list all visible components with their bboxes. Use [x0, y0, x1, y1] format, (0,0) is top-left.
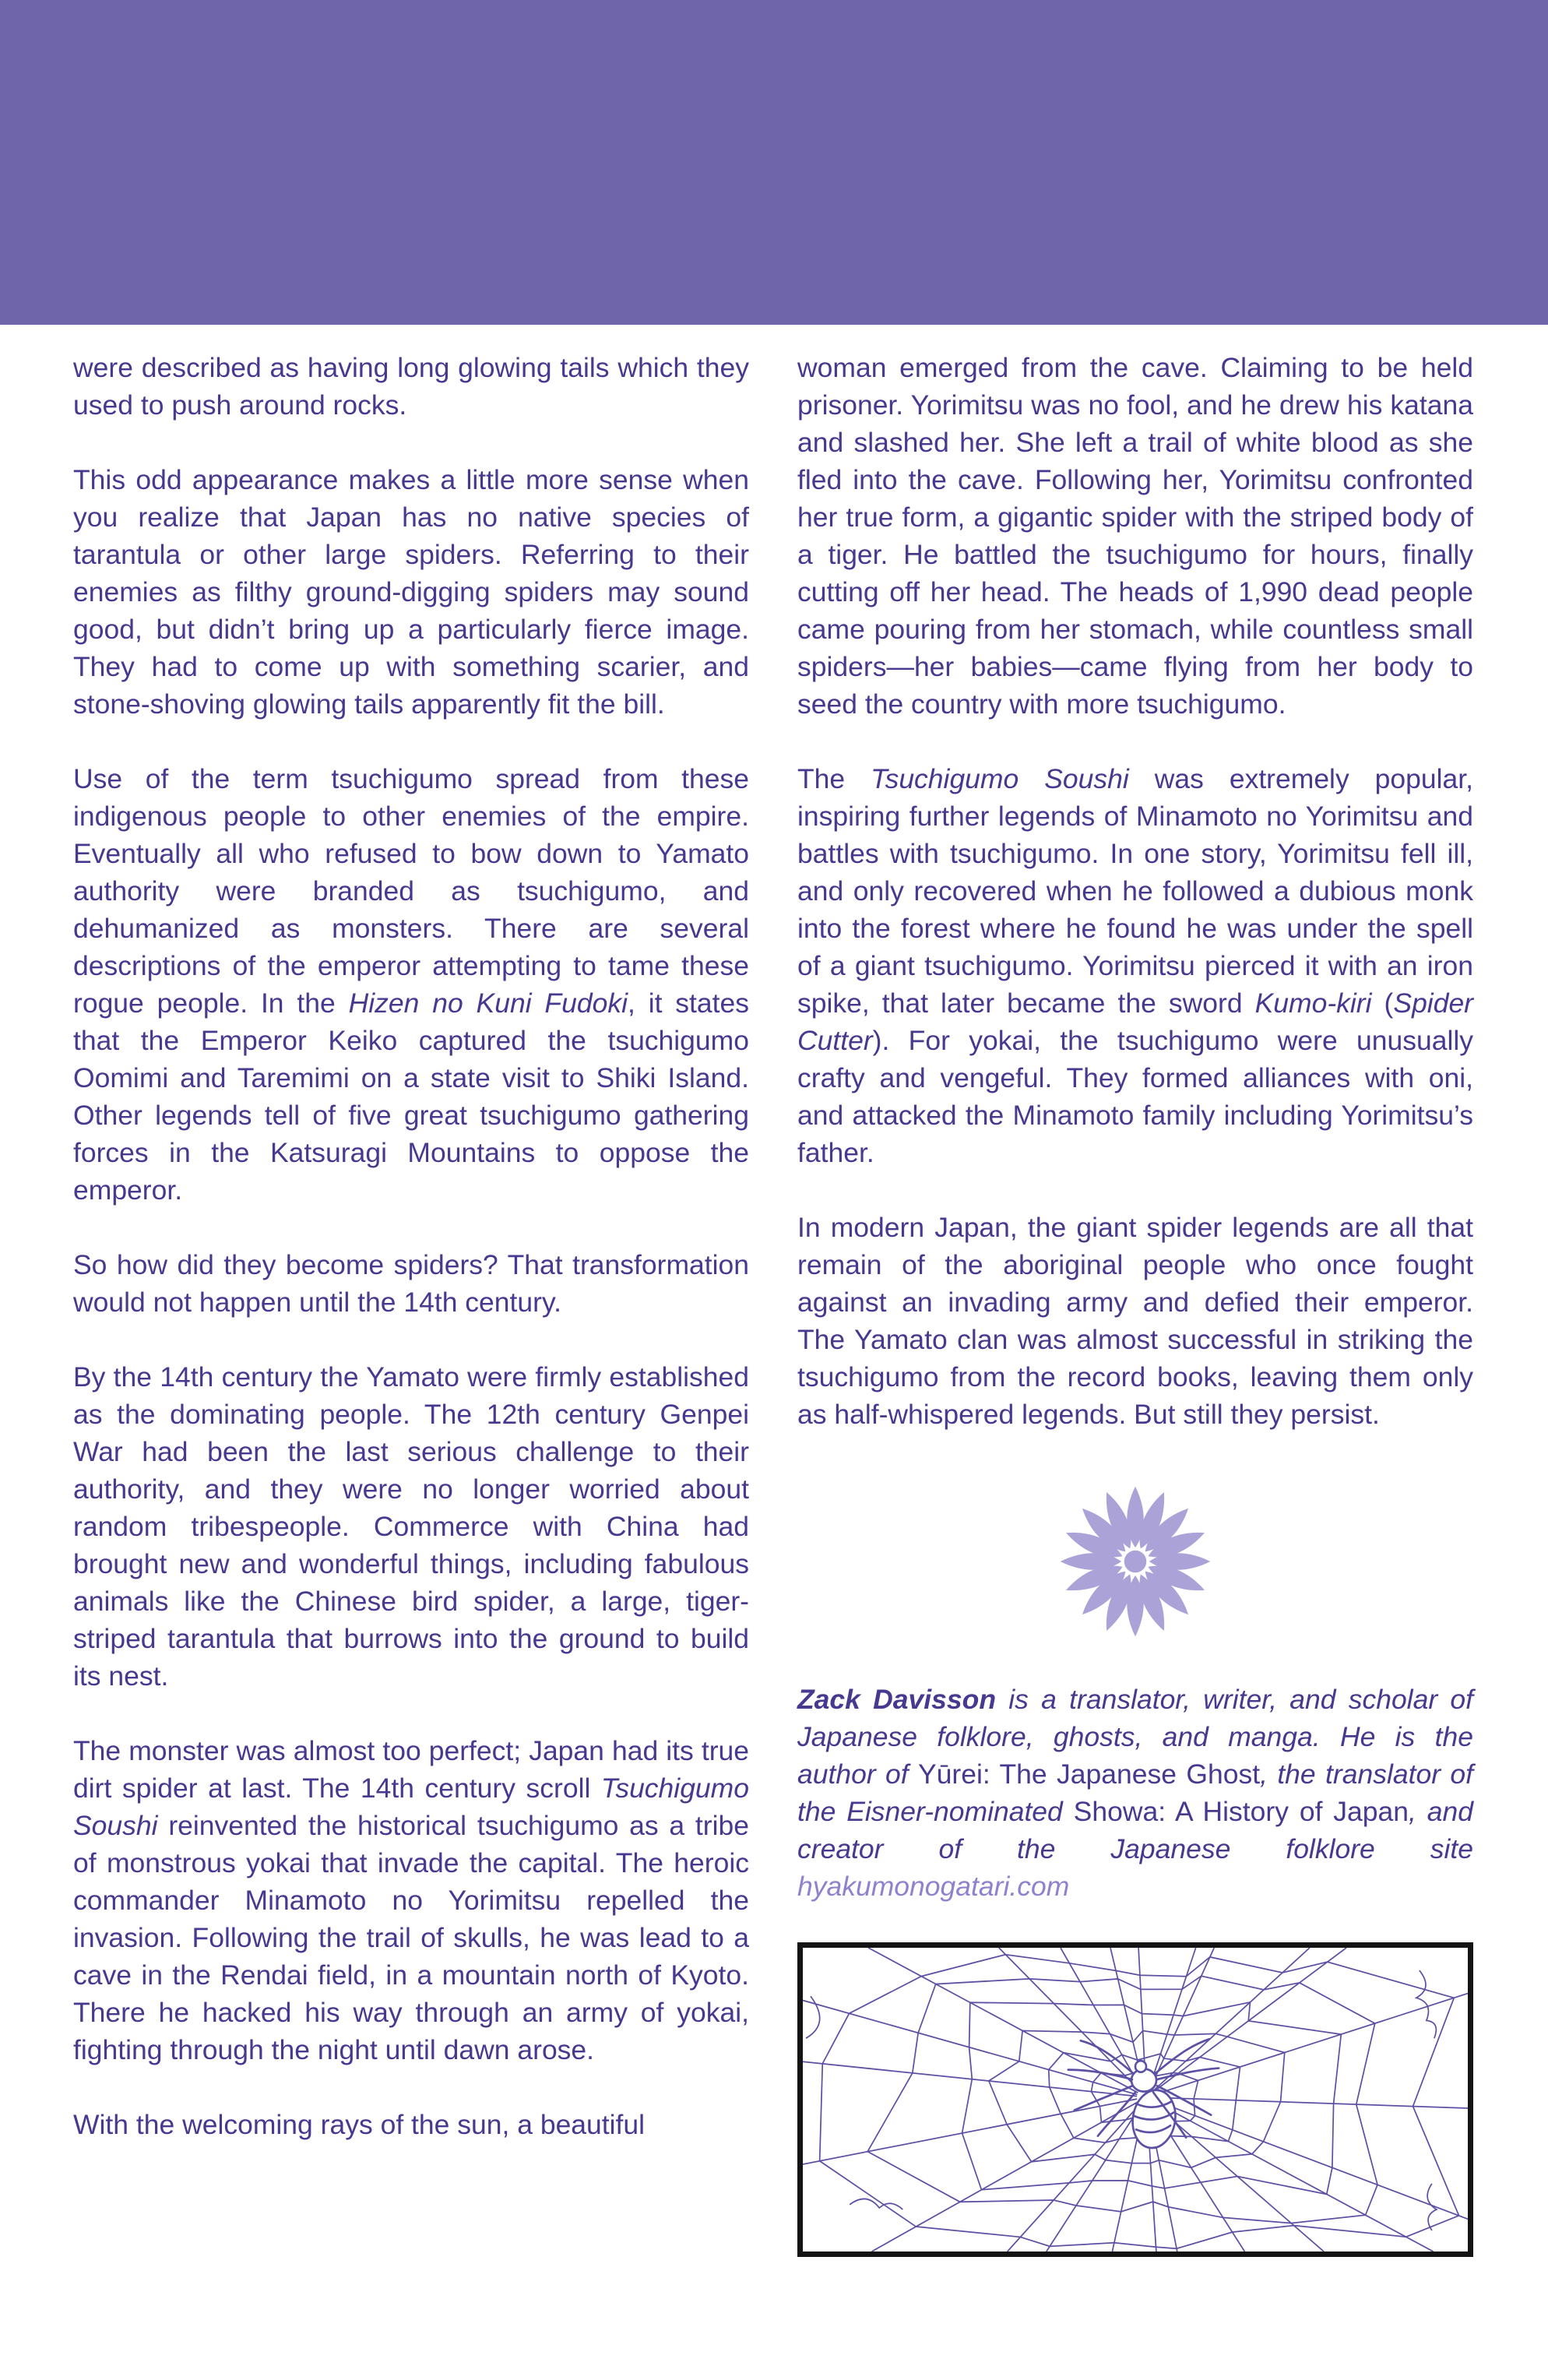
left-column — [73, 349, 749, 2257]
body-paragraph — [73, 461, 749, 723]
hyakumonogatari-link[interactable]: hyakumonogatari.com — [797, 1871, 1070, 1902]
text-run: So how did they become spiders? That transformation would not happen until the 14th century. — [73, 1249, 749, 1318]
chrysanthemum-ornament — [797, 1478, 1473, 1645]
web-scribbles — [806, 1970, 1437, 2230]
body-paragraph — [73, 349, 749, 424]
text-run: In modern Japan, the giant spider legends are all that remain of the aboriginal people who once fought against an invading army and defied their emperor. The Yamato clan was almost successful in striking the tsuchigumo from the record books, leaving them only as half-whispered legends. But still they persist. — [797, 1212, 1473, 1430]
text-run: ( — [1371, 988, 1394, 1019]
web-lines — [803, 1948, 1468, 2251]
text-run: By the 14th century the Yamato were firmly established as the dominating people. The 12th century Genpei War had been the last serious challenge to their authority, and they were no longer worried about random tribespeople. Commerce with China had brought new and wonderful things, including fabulous animals like the Chinese bird spider, a large, tiger-striped tarantula that burrows into the ground to build its nest. — [73, 1361, 749, 1692]
text-run: Spider Cutter — [797, 988, 1474, 1056]
text-run: The — [797, 763, 871, 794]
text-run: This odd appearance makes a little more sense when you realize that Japan has no native species of tarantula or other large spiders. Referring to their enemies as filthy ground-digging spiders may sound good, but didn’t bring up a particularly fierce image. They had to come up with something scarier, and stone-shoving glowing tails apparently fit the bill. — [73, 464, 749, 720]
body-paragraph — [73, 1246, 749, 1321]
text-run: Yūrei: The Japanese Ghost — [918, 1759, 1261, 1790]
text-run: Hizen no Kuni Fudoki — [348, 988, 628, 1019]
author-bio — [797, 1681, 1473, 1905]
text-run: woman emerged from the cave. Claiming to be held prisoner. Yorimitsu was no fool, and he drew his katana and slashed her. She left a trail of white blood as she fled into the cave. Following her, Yorimitsu confronted her true form, a gigantic spider with the striped body of a tiger. He battled the tsuchigumo for hours, finally cutting off her head. The heads of 1,990 dead people came pouring from her stomach, while countless small spiders—her babies—came flying from her body to seed the country with more tsuchigumo. — [797, 352, 1473, 720]
header-band — [0, 0, 1548, 325]
text-run: With the welcoming rays of the sun, a beautiful — [73, 2109, 646, 2140]
body-paragraph — [797, 760, 1473, 1171]
text-run: Tsuchigumo Soushi — [73, 1773, 749, 1841]
article-body — [0, 325, 1548, 2257]
body-paragraph — [73, 2106, 749, 2143]
text-run: Kumo-kiri — [1254, 988, 1372, 1019]
text-run: Zack Davisson — [797, 1684, 997, 1715]
spiderweb-illustration — [797, 1942, 1473, 2257]
chrysanthemum-icon — [1052, 1478, 1219, 1645]
spiderweb-drawing — [803, 1948, 1468, 2251]
body-paragraph — [797, 349, 1473, 723]
text-run: was extremely popular, inspiring further legends of Minamoto no Yorimitsu and battles with tsuchigumo. In one story, Yorimitsu fell ill, and only recovered when he followed a dubious monk into the forest where he found he was under the spell of a giant tsuchigumo. Yorimitsu pierced it with an iron spike, that later became the sword — [797, 763, 1473, 1019]
text-run: is a translator, writer, and scholar of Japanese folklore, ghosts, and manga. He is the author of — [797, 1684, 1473, 1790]
right-column — [797, 349, 1473, 2257]
body-paragraph — [73, 760, 749, 1209]
body-paragraph — [73, 1732, 749, 2068]
right-column-text — [797, 349, 1473, 1433]
text-run: reinvented the historical tsuchigumo as a tribe of monstrous yokai that invade the capital. The heroic commander Minamoto no Yorimitsu repelled the invasion. Following the trail of skulls, he was lead to a cave in the Rendai field, in a mountain north of Kyoto. There he hacked his way through an army of yokai, fighting through the night until dawn arose. — [73, 1810, 749, 2065]
text-run: , the translator of the Eisner-nominated — [797, 1759, 1473, 1827]
text-run: Tsuchigumo Soushi — [871, 763, 1129, 794]
text-run: Use of the term tsuchigumo spread from these indigenous people to other enemies of the empire. Eventually all who refused to bow down to Yamato authority were branded as tsuchigumo, and dehumanized as monsters. There are several descriptions of the emperor attempting to tame these rogue people. In the — [73, 763, 749, 1019]
text-run: , it states that the Emperor Keiko captured the tsuchigumo Oomimi and Taremimi on a state visit to Shiki Island. Other legends tell of five great tsuchigumo gathering forces in the Katsuragi Mountains to oppose the emperor. — [73, 988, 749, 1206]
text-run: The monster was almost too perfect; Japan had its true dirt spider at last. The 14th century scroll — [73, 1735, 749, 1804]
body-paragraph — [797, 1209, 1473, 1433]
text-run: Showa: A History of Japan — [1073, 1796, 1409, 1827]
text-run: , and creator of the Japanese folklore site — [797, 1796, 1473, 1864]
text-run: were described as having long glowing tails which they used to push around rocks. — [73, 352, 749, 421]
body-paragraph — [73, 1358, 749, 1695]
text-run: ). For yokai, the tsuchigumo were unusually crafty and vengeful. They formed alliances with oni, and attacked the Minamoto family including Yorimitsu’s father. — [797, 1025, 1473, 1168]
